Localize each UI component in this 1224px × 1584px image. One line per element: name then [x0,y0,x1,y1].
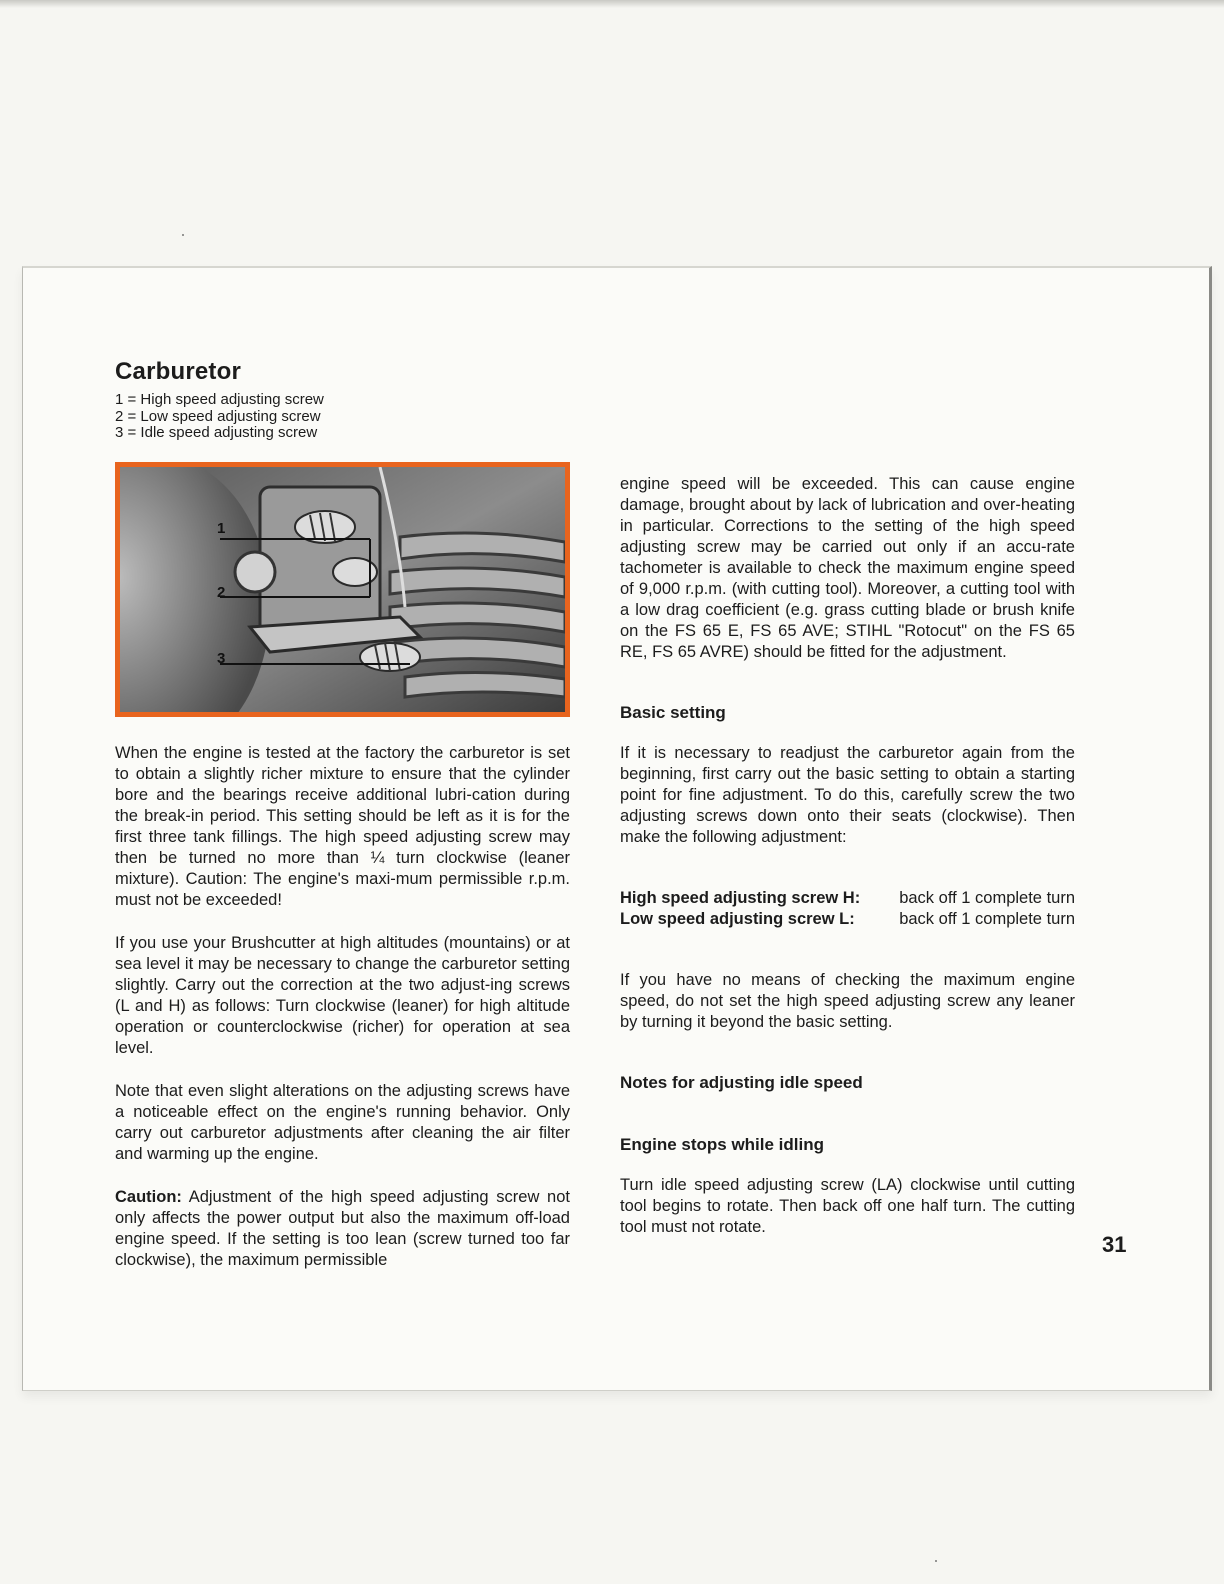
paragraph-caution [115,1187,570,1271]
legend-item: 3 = Idle speed adjusting screw [115,424,318,441]
callout-1: 1 [217,519,226,537]
paragraph-engine-stops: Turn idle speed adjusting screw (LA) clockwise until cutting tool begins to rotate. Then back off one half turn. The cutting tool must not rotate. [620,1176,1075,1236]
carburetor-photo [115,462,570,717]
setting-value: back off 1 complete turn [899,910,1075,928]
paragraph-altitude: If you use your Brushcutter at high altitudes (mountains) or at sea level it may be necessary to change the carburetor setting slightly. Carry out the correction at the two adjust-ing screws (L and H) as follows: Turn clockwise (leaner) for high altitude operation or counterclockwise (richer) for operation at sea level. [115,933,570,1057]
figure-legend [115,392,570,442]
paragraph-factory-setting: When the engine is tested at the factory the carburetor is set to obtain a slightly richer mixture to ensure that the cylinder bore and the bearings receive additional lubri-cation during the break-in period. This setting should be left as it is for the first three tank fillings. The high speed adjusting screw may then be turned no more than ¼ turn clockwise (leaner mixture). Caution: The engine's maxi-mum permissible r.p.m. must not be exceeded! [115,743,570,909]
scan-speck [182,234,184,236]
setting-label: High speed adjusting screw H: [620,889,861,907]
setting-value: back off 1 complete turn [899,889,1075,907]
idle-notes-heading: Notes for adjusting idle speed [620,1073,863,1092]
right-column [620,474,1075,1238]
section-title: Carburetor [115,358,242,385]
carburetor-photo-image [120,467,565,712]
page-number: 31 [1102,1232,1127,1257]
basic-setting-heading: Basic setting [620,703,726,722]
settings-list [620,888,1075,930]
legend-item: 2 = Low speed adjusting screw [115,407,321,425]
paragraph-basic-setting: If it is necessary to readjust the carburetor again from the beginning, first carry out the basic setting to obtain a starting point for fine adjustment. To do this, carefully screw the two adjusting screws down onto their seats (clockwise). Then make the following adjustment: [620,744,1075,846]
setting-row-low [620,909,1075,930]
paragraph-note: Note that even slight alterations on the adjusting screws have a noticeable effect on the engine's running behavior. Only carry out carburetor adjustments after cleaning the air filter and warming up the engine. [115,1081,570,1163]
paragraph-continued: engine speed will be exceeded. This can cause engine damage, brought about by lack of lubrication and over-heating in particular. Corrections to the setting of the high speed adjusting screw may be carried out only if an accu-rate tachometer is available to check the maximum engine speed of 9,000 r.p.m. (with cutting tool). Moreover, a cutting tool with a low drag coefficient (e.g. grass cutting blade or brush knife on the FS 65 E, FS 65 AVE; STIHL "Rotocut" on the FS 65 RE, FS 65 AVRE) should be fitted for the adjustment. [620,475,1075,661]
callout-2: 2 [217,583,226,601]
callout-3: 3 [217,649,226,667]
paragraph-no-means: If you have no means of checking the maximum engine speed, do not set the high speed adjusting screw any leaner by turning it beyond the basic setting. [620,971,1075,1031]
setting-label: Low speed adjusting screw L: [620,910,855,928]
caution-text: Adjustment of the high speed adjusting screw not only affects the power output but also the maximum off-load engine speed. If the setting is too lean (screw turned too far clockwise), the maximum permissible [115,1187,570,1269]
engine-stops-heading: Engine stops while idling [620,1135,825,1154]
setting-row-high [620,888,1075,909]
scan-top-edge [0,0,1224,8]
left-column [115,358,570,1271]
caution-label: Caution: [115,1187,182,1206]
legend-item: 1 = High speed adjusting screw [115,391,324,408]
scan-speck [935,1560,937,1562]
